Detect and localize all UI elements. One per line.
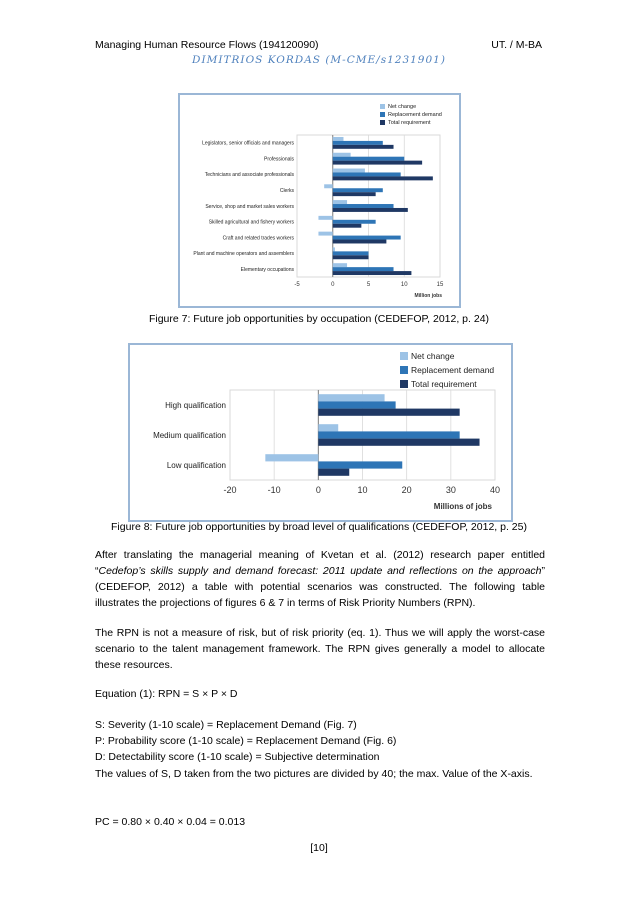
bar-net-change — [265, 454, 318, 461]
pc-calculation: PC = 0.80 × 0.40 × 0.04 = 0.013 — [95, 816, 246, 828]
category-label: Elementary occupations — [240, 266, 294, 273]
category-label: Professionals — [263, 156, 294, 163]
bar-replacement-demand — [333, 220, 376, 224]
category-label: Plant and machine operators and assemblers — [193, 251, 294, 258]
figure-7-chart — [180, 95, 459, 306]
legend-swatch — [400, 380, 408, 388]
bar-replacement-demand — [333, 172, 401, 176]
legend-swatch — [400, 366, 408, 374]
bar-replacement-demand — [333, 236, 401, 240]
x-tick-label: 40 — [489, 485, 501, 495]
category-label: Clerks — [279, 187, 294, 194]
bar-net-change — [318, 232, 332, 236]
figure-8-caption: Figure 8: Future job opportunities by broad level of qualifications (CEDEFOP, 2012, p. 25) — [111, 521, 527, 533]
bar-total-requirement — [333, 145, 394, 149]
x-tick-label: -20 — [223, 485, 237, 495]
legend-label: Total requirement — [411, 379, 477, 389]
x-tick-label: 5 — [366, 282, 371, 288]
figure-7-caption: Figure 7: Future job opportunities by occupation (CEDEFOP, 2012, p. 24) — [148, 313, 490, 325]
bar-net-change — [318, 424, 338, 431]
page-number: [10] — [310, 842, 328, 854]
category-label: Low qualification — [166, 460, 226, 470]
bar-net-change — [333, 153, 351, 157]
bar-total-requirement — [333, 161, 422, 165]
equation-line: Equation (1): RPN = S × P × D — [95, 688, 238, 700]
legend-label: Replacement demand — [411, 365, 495, 375]
bar-replacement-demand — [333, 141, 383, 145]
bar-net-change — [333, 169, 365, 173]
category-label: Skilled agricultural and fishery workers — [208, 219, 294, 226]
bar-net-change — [333, 247, 335, 251]
bar-total-requirement — [333, 224, 362, 228]
header-left: Managing Human Resource Flows (194120090) — [95, 39, 319, 51]
legend-swatch — [380, 104, 385, 109]
bar-total-requirement — [333, 240, 387, 244]
bar-net-change — [318, 394, 384, 401]
x-tick-label: -5 — [294, 282, 300, 288]
x-tick-label: 10 — [400, 282, 408, 288]
x-tick-label: 15 — [436, 282, 444, 288]
bar-replacement-demand — [333, 204, 394, 208]
legend-label: Total requirement — [388, 120, 431, 126]
figure-7 — [178, 93, 461, 308]
definition-probability: P: Probability score (1-10 scale) = Replacement Demand (Fig. 6) — [95, 735, 397, 747]
x-tick-label: 0 — [315, 485, 321, 495]
bar-net-change — [318, 216, 332, 220]
bar-net-change — [324, 184, 333, 188]
bar-total-requirement — [318, 469, 349, 476]
bar-total-requirement — [318, 439, 479, 446]
paragraph-intro: After translating the managerial meaning of Kvetan et al. (2012) research paper entitled “Cedefop’s skills supply and demand forecast: 2011 update and reflections on the approach” (CEDEFOP, 2012) a table with potential scenarios was constructed. The following table illustrates the projections of figures 6 & 7 in terms of Risk Priority Numbers (RPN). — [95, 549, 545, 609]
category-label: Medium qualification — [153, 430, 226, 440]
bar-replacement-demand — [333, 251, 369, 255]
bar-total-requirement — [333, 271, 412, 275]
bar-replacement-demand — [318, 431, 459, 438]
x-tick-label: 30 — [445, 485, 456, 495]
category-label: Technicians and associate professionals — [204, 172, 294, 179]
bar-total-requirement — [333, 208, 408, 212]
x-tick-label: 20 — [401, 485, 412, 495]
definitions — [95, 717, 545, 765]
legend-swatch — [380, 112, 385, 117]
bar-total-requirement — [333, 192, 376, 196]
category-label: Legislators, senior officials and managers — [202, 140, 294, 147]
bar-replacement-demand — [333, 188, 383, 192]
x-tick-label: -10 — [267, 485, 281, 495]
bar-total-requirement — [333, 255, 369, 259]
bar-replacement-demand — [318, 401, 395, 408]
legend-label: Replacement demand — [388, 112, 442, 118]
figure-8-chart — [130, 345, 511, 520]
bar-replacement-demand — [333, 267, 394, 271]
category-label: High qualification — [165, 400, 226, 410]
paragraph-rpn: The RPN is not a measure of risk, but of risk priority (eq. 1). Thus we will apply the worst-case scenario to the talent management framework. The RPN gives generally a model to allocate these resources. — [95, 627, 545, 671]
bar-total-requirement — [318, 409, 459, 416]
bar-net-change — [333, 137, 344, 141]
x-axis-label: Million jobs — [414, 293, 442, 299]
header-right: UT. / M-BA — [491, 39, 542, 51]
definition-detectability: D: Detectability score (1-10 scale) = Subjective determination — [95, 751, 380, 763]
x-tick-label: 0 — [331, 282, 335, 288]
x-axis-label: Millions of jobs — [433, 502, 492, 511]
bar-replacement-demand — [333, 157, 405, 161]
figure-8 — [128, 343, 513, 522]
x-tick-label: 10 — [357, 485, 368, 495]
bar-net-change — [333, 200, 347, 204]
category-label: Craft and related trades workers — [222, 235, 294, 242]
category-label: Service, shop and market sales workers — [205, 203, 294, 210]
legend-label: Net change — [411, 351, 455, 361]
legend-label: Net change — [388, 104, 417, 110]
legend-swatch — [380, 120, 385, 125]
definition-severity: S: Severity (1-10 scale) = Replacement Demand (Fig. 7) — [95, 719, 357, 731]
paragraph-values: The values of S, D taken from the two pictures are divided by 40; the max. Value of the X-axis. — [95, 768, 533, 780]
legend-swatch — [400, 352, 408, 360]
bar-replacement-demand — [318, 461, 402, 468]
bar-net-change — [333, 263, 347, 267]
header-author: DIMITRIOS KORDAS (M-CME/s1231901) — [192, 54, 446, 66]
paper-title: Cedefop’s skills supply and demand forecast: 2011 update and reflections on the approach — [98, 565, 542, 577]
bar-total-requirement — [333, 176, 433, 180]
